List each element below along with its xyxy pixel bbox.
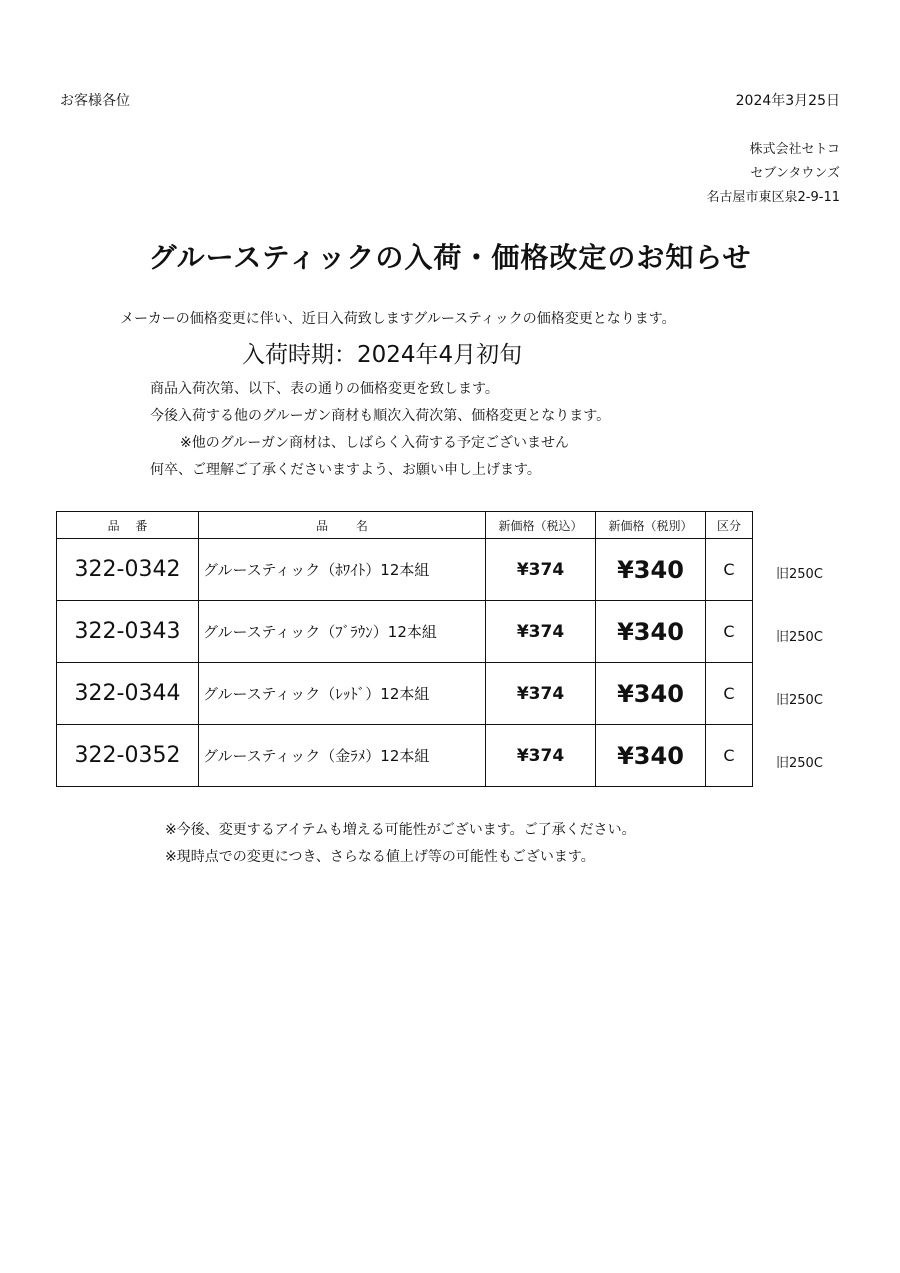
price-division: C (706, 539, 753, 601)
body-line-2: 今後入荷する他のグルーガン商材も順次入荷次第、価格変更となります。 (150, 408, 611, 424)
product-name: グルースティック（金ﾗﾒ）12本組 (199, 725, 486, 787)
header-code: 品 番 (57, 512, 199, 539)
product-name: グルースティック（ﾎﾜｲﾄ）12本組 (199, 539, 486, 601)
header-price-incl: 新価格（税込） (486, 512, 596, 539)
old-price-note: 旧250C (776, 756, 823, 771)
document-date: 2024年3月25日 (735, 93, 840, 109)
price-incl-tax: ¥374 (486, 601, 596, 663)
footnote-1: ※今後、変更するアイテムも増える可能性がございます。ご了承ください。 (165, 822, 636, 838)
old-price-note: 旧250C (776, 630, 823, 645)
sender-address: 名古屋市東区泉2-9-11 (706, 190, 840, 205)
intro-text: メーカーの価格変更に伴い、近日入荷致しますグルースティックの価格変更となります。 (120, 311, 676, 327)
table-row (57, 725, 753, 787)
table-header-row (57, 512, 753, 539)
price-incl-tax: ¥374 (486, 663, 596, 725)
product-code: 322-0342 (57, 539, 199, 601)
sender-block (707, 138, 840, 210)
old-price-note: 旧250C (776, 567, 823, 582)
price-excl-tax: ¥340 (596, 725, 706, 787)
footnote-2: ※現時点での変更につき、さらなる値上げ等の可能性もございます。 (165, 849, 595, 865)
price-excl-tax: ¥340 (596, 663, 706, 725)
price-table (56, 511, 753, 787)
sender-division: セブンタウンズ (750, 166, 840, 181)
product-code: 322-0352 (57, 725, 199, 787)
footnotes (165, 817, 636, 871)
old-price-note: 旧250C (776, 693, 823, 708)
body-line-3: ※他のグルーガン商材は、しばらく入荷する予定ございません (180, 435, 570, 451)
price-division: C (706, 601, 753, 663)
price-incl-tax: ¥374 (486, 725, 596, 787)
header-price-excl: 新価格（税別） (596, 512, 706, 539)
product-name: グルースティック（ﾚｯﾄﾞ）12本組 (199, 663, 486, 725)
price-excl-tax: ¥340 (596, 539, 706, 601)
product-code: 322-0344 (57, 663, 199, 725)
header-name: 品 名 (199, 512, 486, 539)
table-row (57, 601, 753, 663)
product-name: グルースティック（ﾌﾞﾗｳﾝ）12本組 (199, 601, 486, 663)
addressee: お客様各位 (60, 93, 130, 109)
table-row (57, 539, 753, 601)
document-title: グルースティックの入荷・価格改定のお知らせ (148, 241, 752, 274)
sender-company: 株式会社セトコ (749, 142, 840, 157)
body-line-4: 何卒、ご理解ご了承くださいますよう、お願い申し上げます。 (150, 462, 541, 478)
body-text (150, 376, 610, 484)
arrival-period: 入荷時期：2024年4月初旬 (242, 342, 523, 368)
price-division: C (706, 663, 753, 725)
table-row (57, 663, 753, 725)
price-excl-tax: ¥340 (596, 601, 706, 663)
price-incl-tax: ¥374 (486, 539, 596, 601)
header-division: 区分 (706, 512, 753, 539)
product-code: 322-0343 (57, 601, 199, 663)
body-line-1: 商品入荷次第、以下、表の通りの価格変更を致します。 (150, 381, 499, 397)
price-division: C (706, 725, 753, 787)
